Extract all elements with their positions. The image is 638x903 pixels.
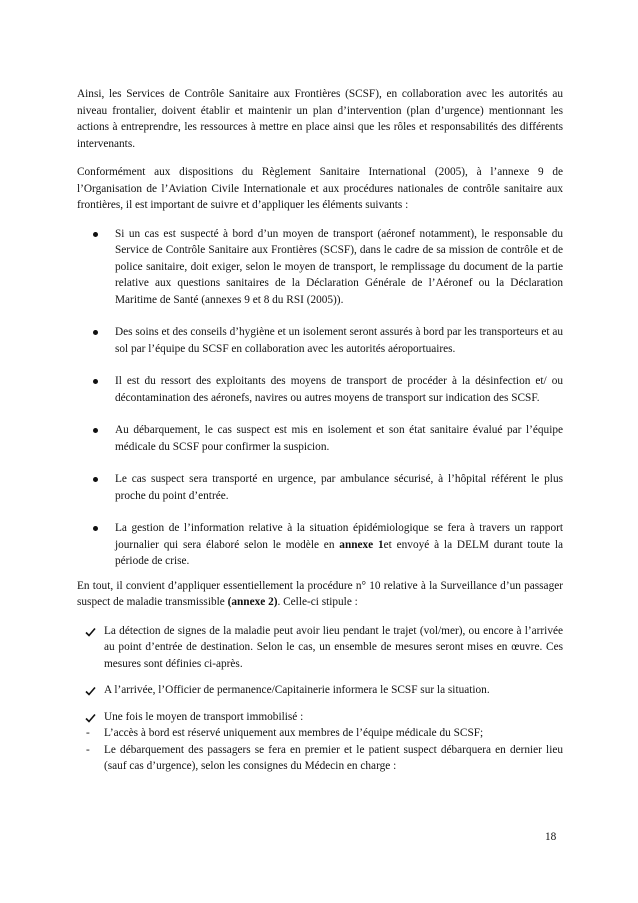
check-item	[77, 709, 563, 726]
page-number: 18	[545, 831, 557, 843]
annex-2-reference: (annexe 2)	[227, 596, 278, 608]
paragraph-rsi: Conformément aux dispositions du Règlement Sanitaire International (2005), à l’annexe 9 de l’Organisation de l’Aviation Civile Internationale et aux procédures nationales de contrôle sanitaire aux frontières, il est important de suivre et d’appliquer les éléments suivants :	[77, 166, 563, 211]
bullet-text: Des soins et des conseils d’hygiène et un isolement seront assurés à bord par les transporteurs et au sol par l’équipe du SCSF en collaboration avec les autorités aéroportuaires.	[115, 326, 563, 355]
bullet-item	[77, 373, 563, 406]
bullet-text: Il est du ressort des exploitants des moyens de transport de procéder à la désinfection et/ ou décontamination des aéronefs, navires ou autres moyens de transport sur indication des SCSF.	[115, 375, 563, 404]
dash-marker: -	[86, 743, 90, 756]
bullet-icon	[93, 379, 98, 384]
checkmark-icon	[85, 686, 96, 696]
paragraph-procedure	[77, 578, 563, 611]
bullet-icon	[93, 477, 98, 482]
dash-item	[77, 742, 563, 775]
dash-text: L’accès à bord est réservé uniquement aux membres de l’équipe médicale du SCSF;	[104, 727, 484, 739]
dash-text: Le débarquement des passagers se fera en premier et le patient suspect débarquera en dernier lieu (sauf cas d’urgence), selon les consignes du Médecin en charge :	[104, 743, 563, 772]
check-text: Une fois le moyen de transport immobilisé :	[104, 710, 304, 723]
check-item	[77, 623, 563, 673]
bullet-item	[77, 422, 563, 455]
bullet-item	[77, 520, 563, 570]
bullet-item	[77, 226, 563, 309]
check-text: A l’arrivée, l’Officier de permanence/Capitainerie informera le SCSF sur la situation.	[104, 684, 490, 696]
bullet-icon	[93, 428, 98, 433]
checkmark-icon	[85, 713, 96, 723]
dash-item	[77, 725, 563, 742]
procedure-text-after: . Celle-ci stipule :	[277, 596, 358, 608]
check-item	[77, 682, 563, 699]
bullet-icon	[93, 330, 98, 335]
dash-marker: -	[86, 727, 90, 739]
bullet-item	[77, 471, 563, 504]
paragraph-intro: Ainsi, les Services de Contrôle Sanitaire aux Frontières (SCSF), en collaboration avec les autorités au niveau frontalier, doivent établir et maintenir un plan d’intervention (plan d’urgence) mentionnant les actions à entreprendre, les ressources à mettre en place ainsi que les rôles et responsabilités des différents intervenants.	[77, 88, 563, 150]
bullet-text-before: La gestion de l’information relative à la situation épidémiologique se fera à travers un rapport journalier qui sera élaboré selon le modèle en	[115, 522, 563, 551]
check-text: La détection de signes de la maladie peut avoir lieu pendant le trajet (vol/mer), ou encore à l’arrivée au point d’entrée de destination. Selon le cas, un ensemble de mesures seront mises en œuvre. Ces mesures sont définies ci-après.	[104, 624, 563, 670]
check-list	[77, 623, 563, 726]
bullet-text: Au débarquement, le cas suspect est mis en isolement et son état sanitaire évalué par l’équipe médicale du SCSF pour confirmer la suspicion.	[115, 424, 563, 453]
bullet-text: Le cas suspect sera transporté en urgence, par ambulance sécurisé, à l’hôpital référent le plus proche du point d’entrée.	[115, 473, 563, 502]
procedure-text-before: En tout, il convient d’appliquer essentiellement la procédure n° 10 relative à la Surveillance d’un passager suspect de maladie transmissible	[77, 579, 563, 608]
bullet-list	[77, 226, 563, 570]
checkmark-icon	[85, 627, 96, 637]
bullet-icon	[93, 232, 98, 237]
dash-list	[77, 725, 563, 775]
bullet-icon	[93, 526, 98, 531]
bullet-text-after: et envoyé à la DELM durant toute la période de crise.	[115, 538, 563, 567]
bullet-item	[77, 324, 563, 357]
page-content	[77, 86, 563, 775]
bullet-text: Si un cas est suspecté à bord d’un moyen de transport (aéronef notamment), le responsable du Service de Contrôle Sanitaire aux Frontières (SCSF), dans le cadre de sa mission de contrôle et de police sanitaire, doit exiger, selon le moyen de transport, le remplissage du document de la partie relative aux questions sanitaires de la Déclaration Générale de l’Aéronef ou la Déclaration Maritime de Santé (annexes 9 et 8 du RSI (2005)).	[115, 227, 563, 306]
annex-1-reference: annexe 1	[339, 538, 384, 551]
